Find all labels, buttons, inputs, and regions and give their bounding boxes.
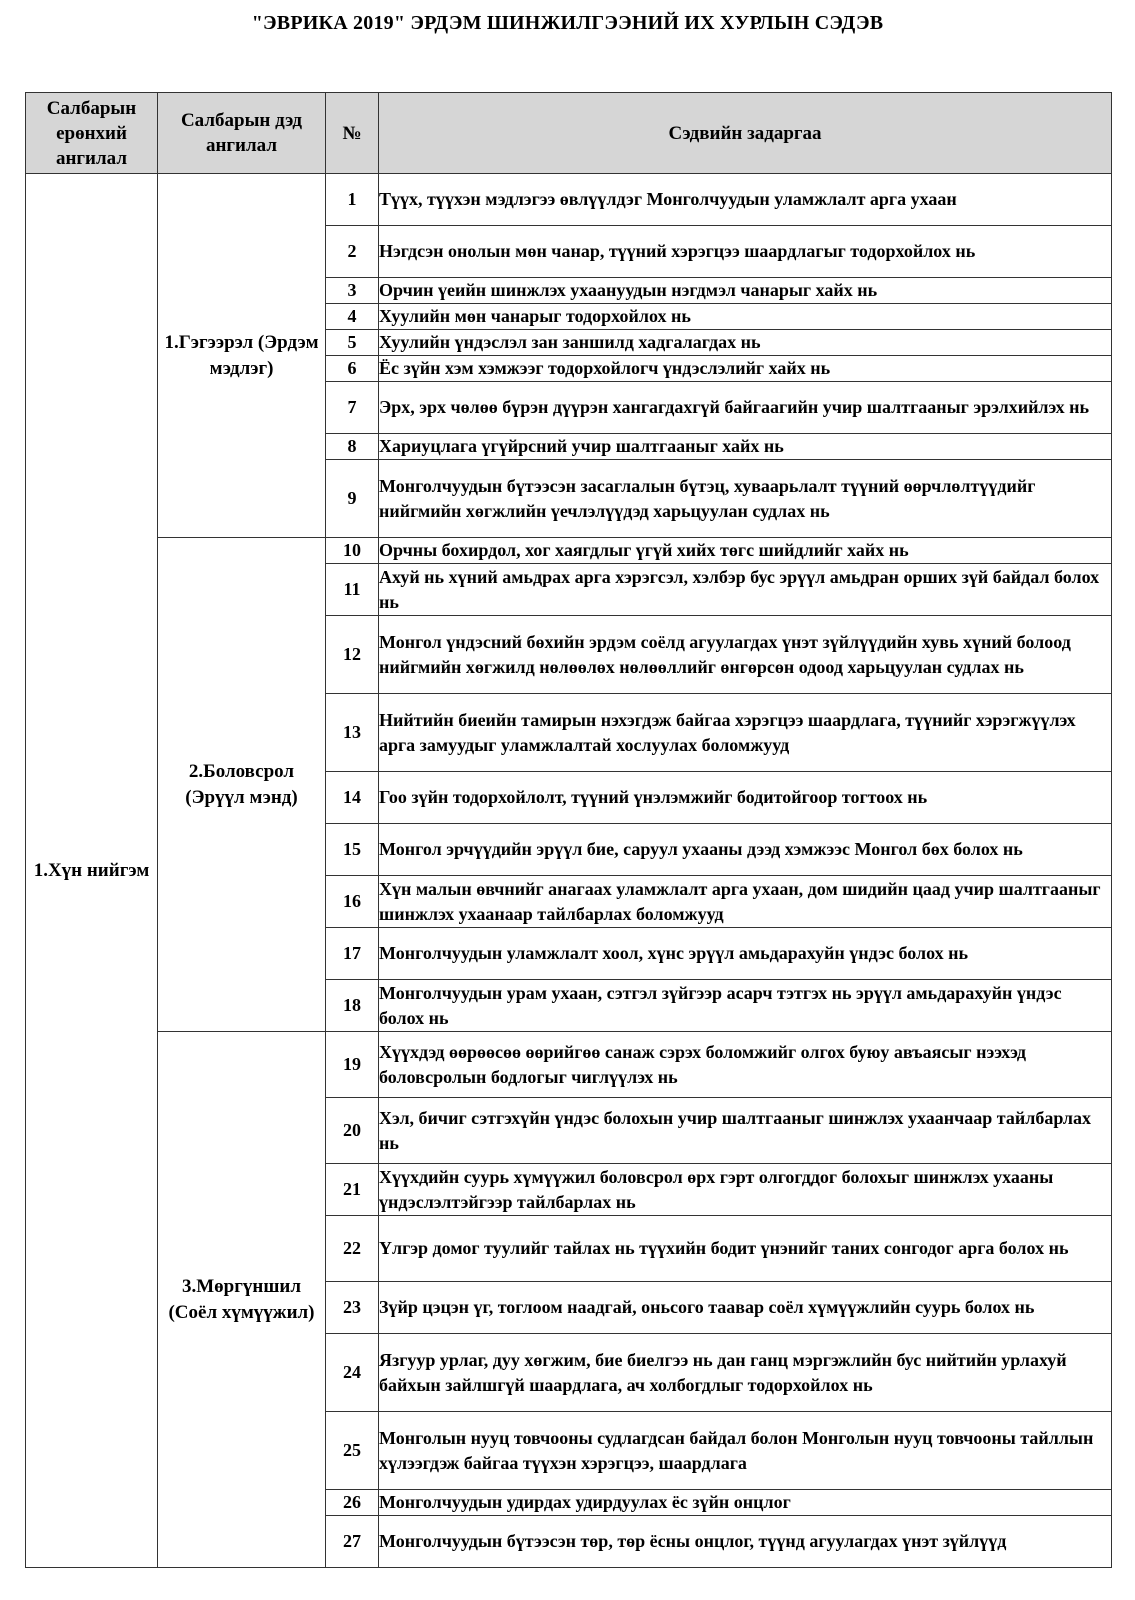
- subcategory-cell: 2.Боловсрол (Эрүүл мэнд): [158, 538, 326, 1032]
- row-topic: Хэл, бичиг сэтгэхүйн үндэс болохын учир шалтгааныг шинжлэх ухаанчаар тайлбарлах нь: [379, 1098, 1112, 1164]
- row-number: 9: [326, 460, 379, 538]
- row-number: 3: [326, 278, 379, 304]
- row-number: 21: [326, 1164, 379, 1216]
- header-category: Салбарын ерөнхий ангилал: [26, 93, 158, 174]
- row-number: 7: [326, 382, 379, 434]
- header-topic: Сэдвийн задаргаа: [379, 93, 1112, 174]
- row-number: 1: [326, 174, 379, 226]
- row-topic: Зүйр цэцэн үг, тоглоом наадгай, оньсого таавар соёл хүмүүжлийн суурь болох нь: [379, 1282, 1112, 1334]
- row-topic: Үлгэр домог туулийг тайлах нь түүхийн бодит үнэнийг таних сонгодог арга болох нь: [379, 1216, 1112, 1282]
- row-topic: Эрх, эрх чөлөө бүрэн дүүрэн хангагдахгүй байгаагийн учир шалтгааныг эрэлхийлэх нь: [379, 382, 1112, 434]
- row-topic: Хүүхдэд өөрөөсөө өөрийгөө санаж сэрэх боломжийг олгох буюу авъаясыг нээхэд боловсролын бодлогыг чиглүүлэх нь: [379, 1032, 1112, 1098]
- row-topic: Нэгдсэн онолын мөн чанар, түүний хэрэгцээ шаардлагыг тодорхойлох нь: [379, 226, 1112, 278]
- row-topic: Монгол эрчүүдийн эрүүл бие, саруул ухааны дээд хэмжээс Монгол бөх болох нь: [379, 824, 1112, 876]
- row-number: 27: [326, 1516, 379, 1568]
- row-topic: Хуулийн үндэслэл зан заншилд хадгалагдах нь: [379, 330, 1112, 356]
- row-number: 14: [326, 772, 379, 824]
- row-number: 20: [326, 1098, 379, 1164]
- row-number: 13: [326, 694, 379, 772]
- row-topic: Ахуй нь хүний амьдрах арга хэрэгсэл, хэлбэр бус эрүүл амьдран орших зүй байдал болох нь: [379, 564, 1112, 616]
- row-number: 10: [326, 538, 379, 564]
- page-title: "ЭВРИКА 2019" ЭРДЭМ ШИНЖИЛГЭЭНИЙ ИХ ХУРЛЫН СЭДЭВ: [251, 12, 884, 34]
- row-topic: Түүх, түүхэн мэдлэгээ өвлүүлдэг Монголчуудын уламжлалт арга ухаан: [379, 174, 1112, 226]
- row-topic: Монголын нууц товчооны судлагдсан байдал болон Монголын нууц товчооны тайллын хүлээгдэж байгаа түүхэн хэрэгцээ, шаардлага: [379, 1412, 1112, 1490]
- row-topic: Монголчуудын урам ухаан, сэтгэл зүйгээр асарч тэтгэх нь эрүүл амьдарахуйн үндэс болох нь: [379, 980, 1112, 1032]
- row-number: 2: [326, 226, 379, 278]
- row-topic: Орчин үеийн шинжлэх ухаануудын нэгдмэл чанарыг хайх нь: [379, 278, 1112, 304]
- subcategory-cell: 1.Гэгээрэл (Эрдэм мэдлэг): [158, 174, 326, 538]
- row-number: 8: [326, 434, 379, 460]
- row-topic: Ёс зүйн хэм хэмжээг тодорхойлогч үндэслэлийг хайх нь: [379, 356, 1112, 382]
- row-number: 24: [326, 1334, 379, 1412]
- row-topic: Язгуур урлаг, дуу хөгжим, бие биелгээ нь дан ганц мэргэжлийн бус нийтийн урлахуй байхын зайлшгүй шаардлага, ач холбогдлыг тодорхойлох нь: [379, 1334, 1112, 1412]
- row-number: 15: [326, 824, 379, 876]
- row-number: 6: [326, 356, 379, 382]
- row-topic: Хуулийн мөн чанарыг тодорхойлох нь: [379, 304, 1112, 330]
- row-number: 25: [326, 1412, 379, 1490]
- row-topic: Орчны бохирдол, хог хаягдлыг үгүй хийх төгс шийдлийг хайх нь: [379, 538, 1112, 564]
- row-number: 4: [326, 304, 379, 330]
- row-topic: Монголчуудын бүтээсэн засаглалын бүтэц, хуваарьлалт түүний өөрчлөлтүүдийг нийгмийн хөгжлийн үечлэлүүдэд харьцуулан судлах нь: [379, 460, 1112, 538]
- row-number: 22: [326, 1216, 379, 1282]
- row-number: 11: [326, 564, 379, 616]
- row-topic: Монголчуудын удирдах удирдуулах ёс зүйн онцлог: [379, 1490, 1112, 1516]
- topics-table: [25, 92, 1112, 1568]
- row-topic: Монголчуудын уламжлалт хоол, хүнс эрүүл амьдарахуйн үндэс болох нь: [379, 928, 1112, 980]
- row-number: 5: [326, 330, 379, 356]
- subcategory-cell: 3.Мөргүншил (Соёл хүмүүжил): [158, 1032, 326, 1568]
- header-number: №: [326, 93, 379, 174]
- row-number: 17: [326, 928, 379, 980]
- row-number: 12: [326, 616, 379, 694]
- row-topic: Нийтийн биеийн тамирын нэхэгдэж байгаа хэрэгцээ шаардлага, түүнийг хэрэгжүүлэх арга замуудыг уламжлалтай хослуулах боломжууд: [379, 694, 1112, 772]
- row-number: 19: [326, 1032, 379, 1098]
- row-number: 26: [326, 1490, 379, 1516]
- header-row: [26, 93, 1112, 174]
- row-topic: Монгол үндэсний бөхийн эрдэм соёлд агуулагдах үнэт зүйлүүдийн хувь хүний болоод нийгмийн хөгжилд нөлөөлөх нөлөөллийг өнгөрсөн одоод харьцуулан судлах нь: [379, 616, 1112, 694]
- row-number: 16: [326, 876, 379, 928]
- table-row: [26, 538, 1112, 564]
- row-number: 23: [326, 1282, 379, 1334]
- table-row: [26, 174, 1112, 226]
- category-cell: 1.Хүн нийгэм: [26, 174, 158, 1568]
- header-subcategory: Салбарын дэд ангилал: [158, 93, 326, 174]
- row-topic: Хүүхдийн суурь хүмүүжил боловсрол өрх гэрт олгогддог болохыг шинжлэх ухааны үндэслэлтэйгээр тайлбарлах нь: [379, 1164, 1112, 1216]
- row-topic: Гоо зүйн тодорхойлолт, түүний үнэлэмжийг бодитойгоор тогтоох нь: [379, 772, 1112, 824]
- row-topic: Хүн малын өвчнийг анагаах уламжлалт арга ухаан, дом шидийн цаад учир шалтгааныг шинжлэх ухаанаар тайлбарлах боломжууд: [379, 876, 1112, 928]
- row-topic: Хариуцлага үгүйрсний учир шалтгааныг хайх нь: [379, 434, 1112, 460]
- row-topic: Монголчуудын бүтээсэн төр, төр ёсны онцлог, түүнд агуулагдах үнэт зүйлүүд: [379, 1516, 1112, 1568]
- row-number: 18: [326, 980, 379, 1032]
- table-row: [26, 1032, 1112, 1098]
